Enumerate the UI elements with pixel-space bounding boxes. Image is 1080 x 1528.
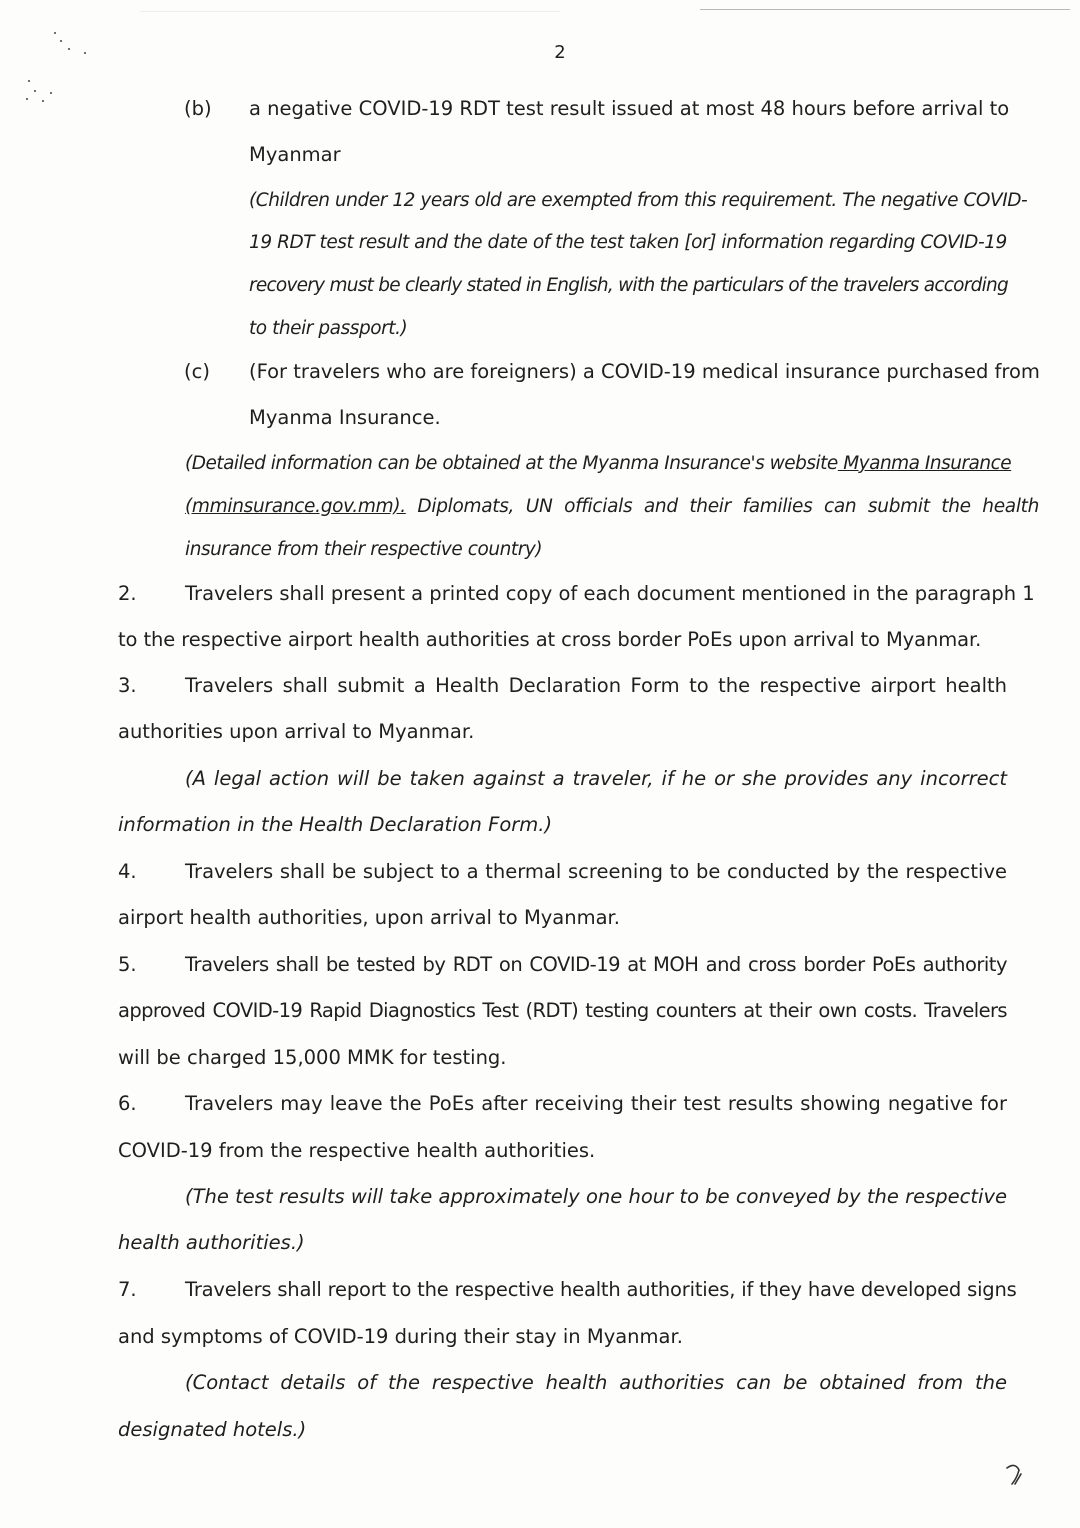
para4-number: 4.: [118, 860, 137, 883]
para3-note-line2: information in the Health Declaration Form.): [118, 813, 553, 836]
item-c-line1: (For travelers who are foreigners) a COVID-19 medical insurance purchased from: [249, 360, 1040, 383]
para6-note-line2: health authorities.): [118, 1231, 305, 1254]
item-b-line1: a negative COVID-19 RDT test result issued at most 48 hours before arrival to: [249, 97, 1010, 120]
para3-line2: authorities upon arrival to Myanmar.: [118, 720, 475, 743]
para6-line2: COVID-19 from the respective health authorities.: [118, 1139, 596, 1162]
para5-line2: approved COVID-19 Rapid Diagnostics Test (RDT) testing counters at their own costs. Travelers: [118, 999, 1007, 1022]
para6-line1: Travelers may leave the PoEs after receiving their test results showing negative for: [185, 1092, 1007, 1115]
para2-line2: to the respective airport health authorities at cross border PoEs upon arrival to Myanmar.: [118, 628, 982, 651]
para7-number: 7.: [118, 1278, 137, 1301]
page-number: 2: [554, 42, 566, 63]
handwritten-mark-icon: [1003, 1460, 1025, 1500]
para7-note-line1: (Contact details of the respective health authorities can be obtained from the: [185, 1371, 1007, 1394]
para2-number: 2.: [118, 582, 137, 605]
para3-line1: Travelers shall submit a Health Declaration Form to the respective airport health: [185, 674, 1007, 697]
item-b-note-line4: to their passport.): [249, 318, 408, 339]
para5-line3: will be charged 15,000 MMK for testing.: [118, 1046, 507, 1069]
item-c-note-rest: Diplomats, UN officials and their families can submit the health: [405, 496, 1040, 517]
para4-line1: Travelers shall be subject to a thermal screening to be conducted by the respective: [185, 860, 1007, 883]
para5-number: 5.: [118, 953, 137, 976]
scan-edge-line: [700, 9, 1070, 10]
item-c-note-line1: [185, 451, 1011, 477]
insurance-link-part2[interactable]: (mminsurance.gov.mm).: [185, 496, 406, 517]
item-c-note-line2: [185, 494, 1039, 520]
para7-note-line2: designated hotels.): [118, 1418, 307, 1441]
item-b-note-line1: (Children under 12 years old are exempted from this requirement. The negative COVID-: [249, 190, 1028, 211]
item-b-line2: Myanmar: [249, 143, 341, 166]
para2-line1: Travelers shall present a printed copy of each document mentioned in the paragraph 1: [185, 582, 1035, 605]
item-b-marker: (b): [184, 97, 212, 120]
item-c-note-line3: insurance from their respective country): [185, 539, 543, 560]
para4-line2: airport health authorities, upon arrival to Myanmar.: [118, 906, 620, 929]
para7-line1: Travelers shall report to the respective health authorities, if they have developed signs: [185, 1278, 1017, 1301]
para5-line1: Travelers shall be tested by RDT on COVID-19 at MOH and cross border PoEs authority: [185, 953, 1007, 976]
item-c-note-prefix: (Detailed information can be obtained at the Myanma Insurance's website: [185, 453, 838, 474]
para3-number: 3.: [118, 674, 137, 697]
para6-number: 6.: [118, 1092, 137, 1115]
insurance-link-part1[interactable]: Myanma Insurance: [837, 453, 1012, 474]
para3-note-line1: (A legal action will be taken against a traveler, if he or she provides any incorrect: [185, 767, 1007, 790]
para7-line2: and symptoms of COVID-19 during their stay in Myanmar.: [118, 1325, 683, 1348]
item-b-note-line3: recovery must be clearly stated in English, with the particulars of the travelers according: [249, 275, 1008, 296]
item-c-marker: (c): [184, 360, 210, 383]
scan-edge-line-faint: [140, 11, 560, 12]
item-b-note-line2: 19 RDT test result and the date of the test taken [or] information regarding COVID-19: [249, 232, 1007, 253]
para6-note-line1: (The test results will take approximately one hour to be conveyed by the respective: [185, 1185, 1007, 1208]
item-c-line2: Myanma Insurance.: [249, 406, 441, 429]
